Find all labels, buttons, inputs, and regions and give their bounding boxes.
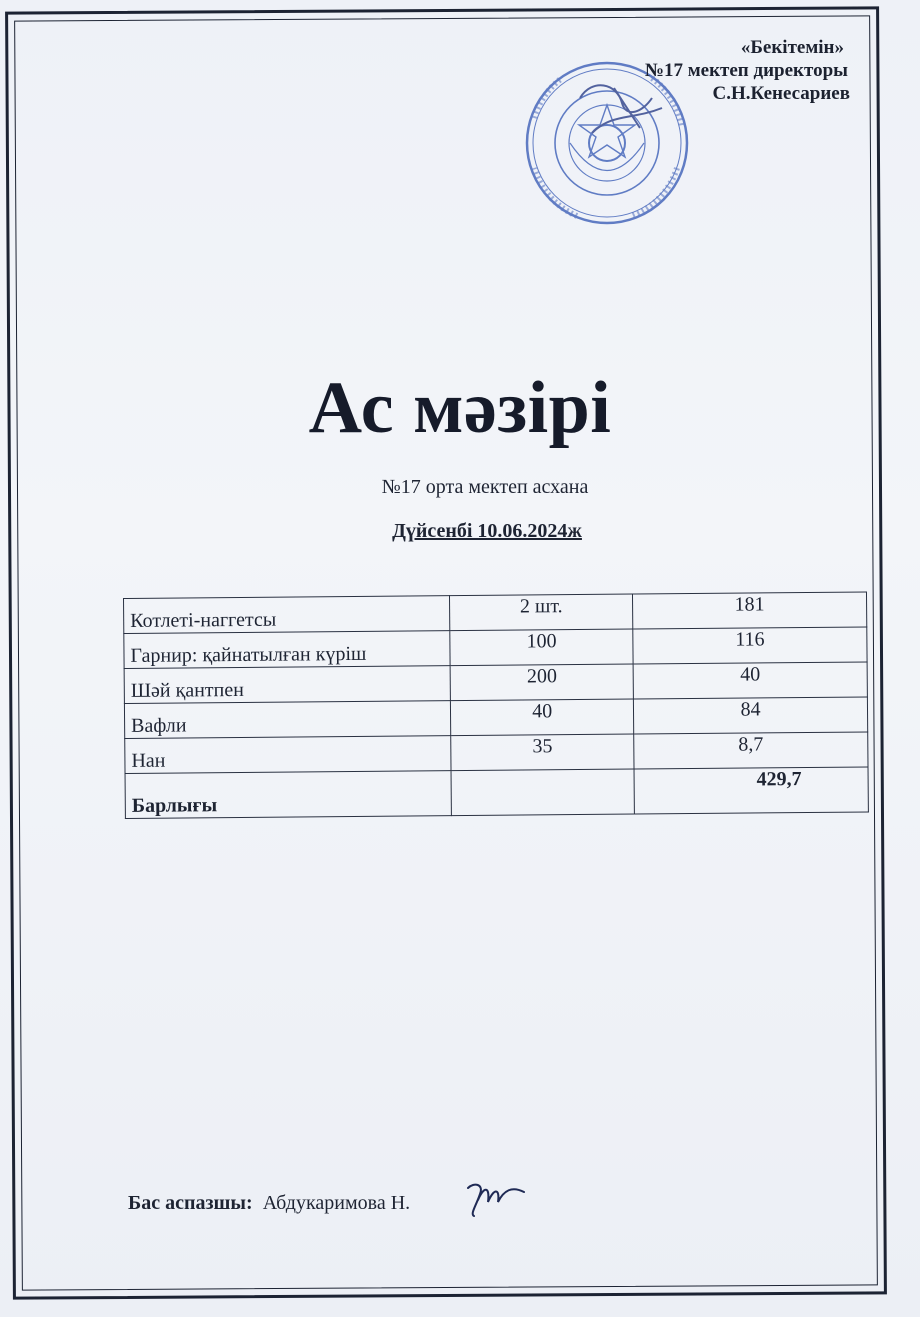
page-title: Ас мәзірі [308,367,612,449]
total-row [125,767,868,818]
handwritten-signature [460,1180,530,1220]
dish-value: 8,7 [634,732,868,769]
chef-name: Абдукаримова Н. [262,1192,411,1214]
dish-amount: 40 [451,699,634,736]
page-subtitle: №17 орта мектеп асхана [381,476,589,498]
dish-value: 84 [633,697,867,734]
total-value: 429,7 [634,767,868,814]
dish-value: 40 [633,662,867,699]
dish-amount: 200 [450,664,633,701]
dish-name: Гарнир: қайнатылған күріш [124,631,451,669]
dish-name: Котлеті-наггетсы [124,596,451,634]
approval-director-name: С.Н.Кенесариев [712,83,850,104]
menu-date: Дүйсенбі 10.06.2024ж [392,520,582,542]
dish-amount: 100 [450,629,633,666]
dish-value: 116 [633,627,867,664]
menu-table [123,592,869,819]
approval-heading: «Бекітемін» [740,37,844,58]
dish-name: Нан [125,736,452,774]
approval-position: №17 мектеп директоры [644,60,848,81]
dish-amount: 2 шт. [450,594,633,631]
chef-label: Бас аспазшы: [128,1192,253,1214]
total-label: Барлығы [125,771,452,819]
chef-signature-line [128,1192,410,1215]
total-amount [451,769,634,816]
dish-value: 181 [633,592,867,629]
dish-name: Вафли [124,701,451,739]
dish-name: Шәй қантпен [124,666,451,704]
approval-block [645,36,848,105]
dish-amount: 35 [451,734,634,771]
